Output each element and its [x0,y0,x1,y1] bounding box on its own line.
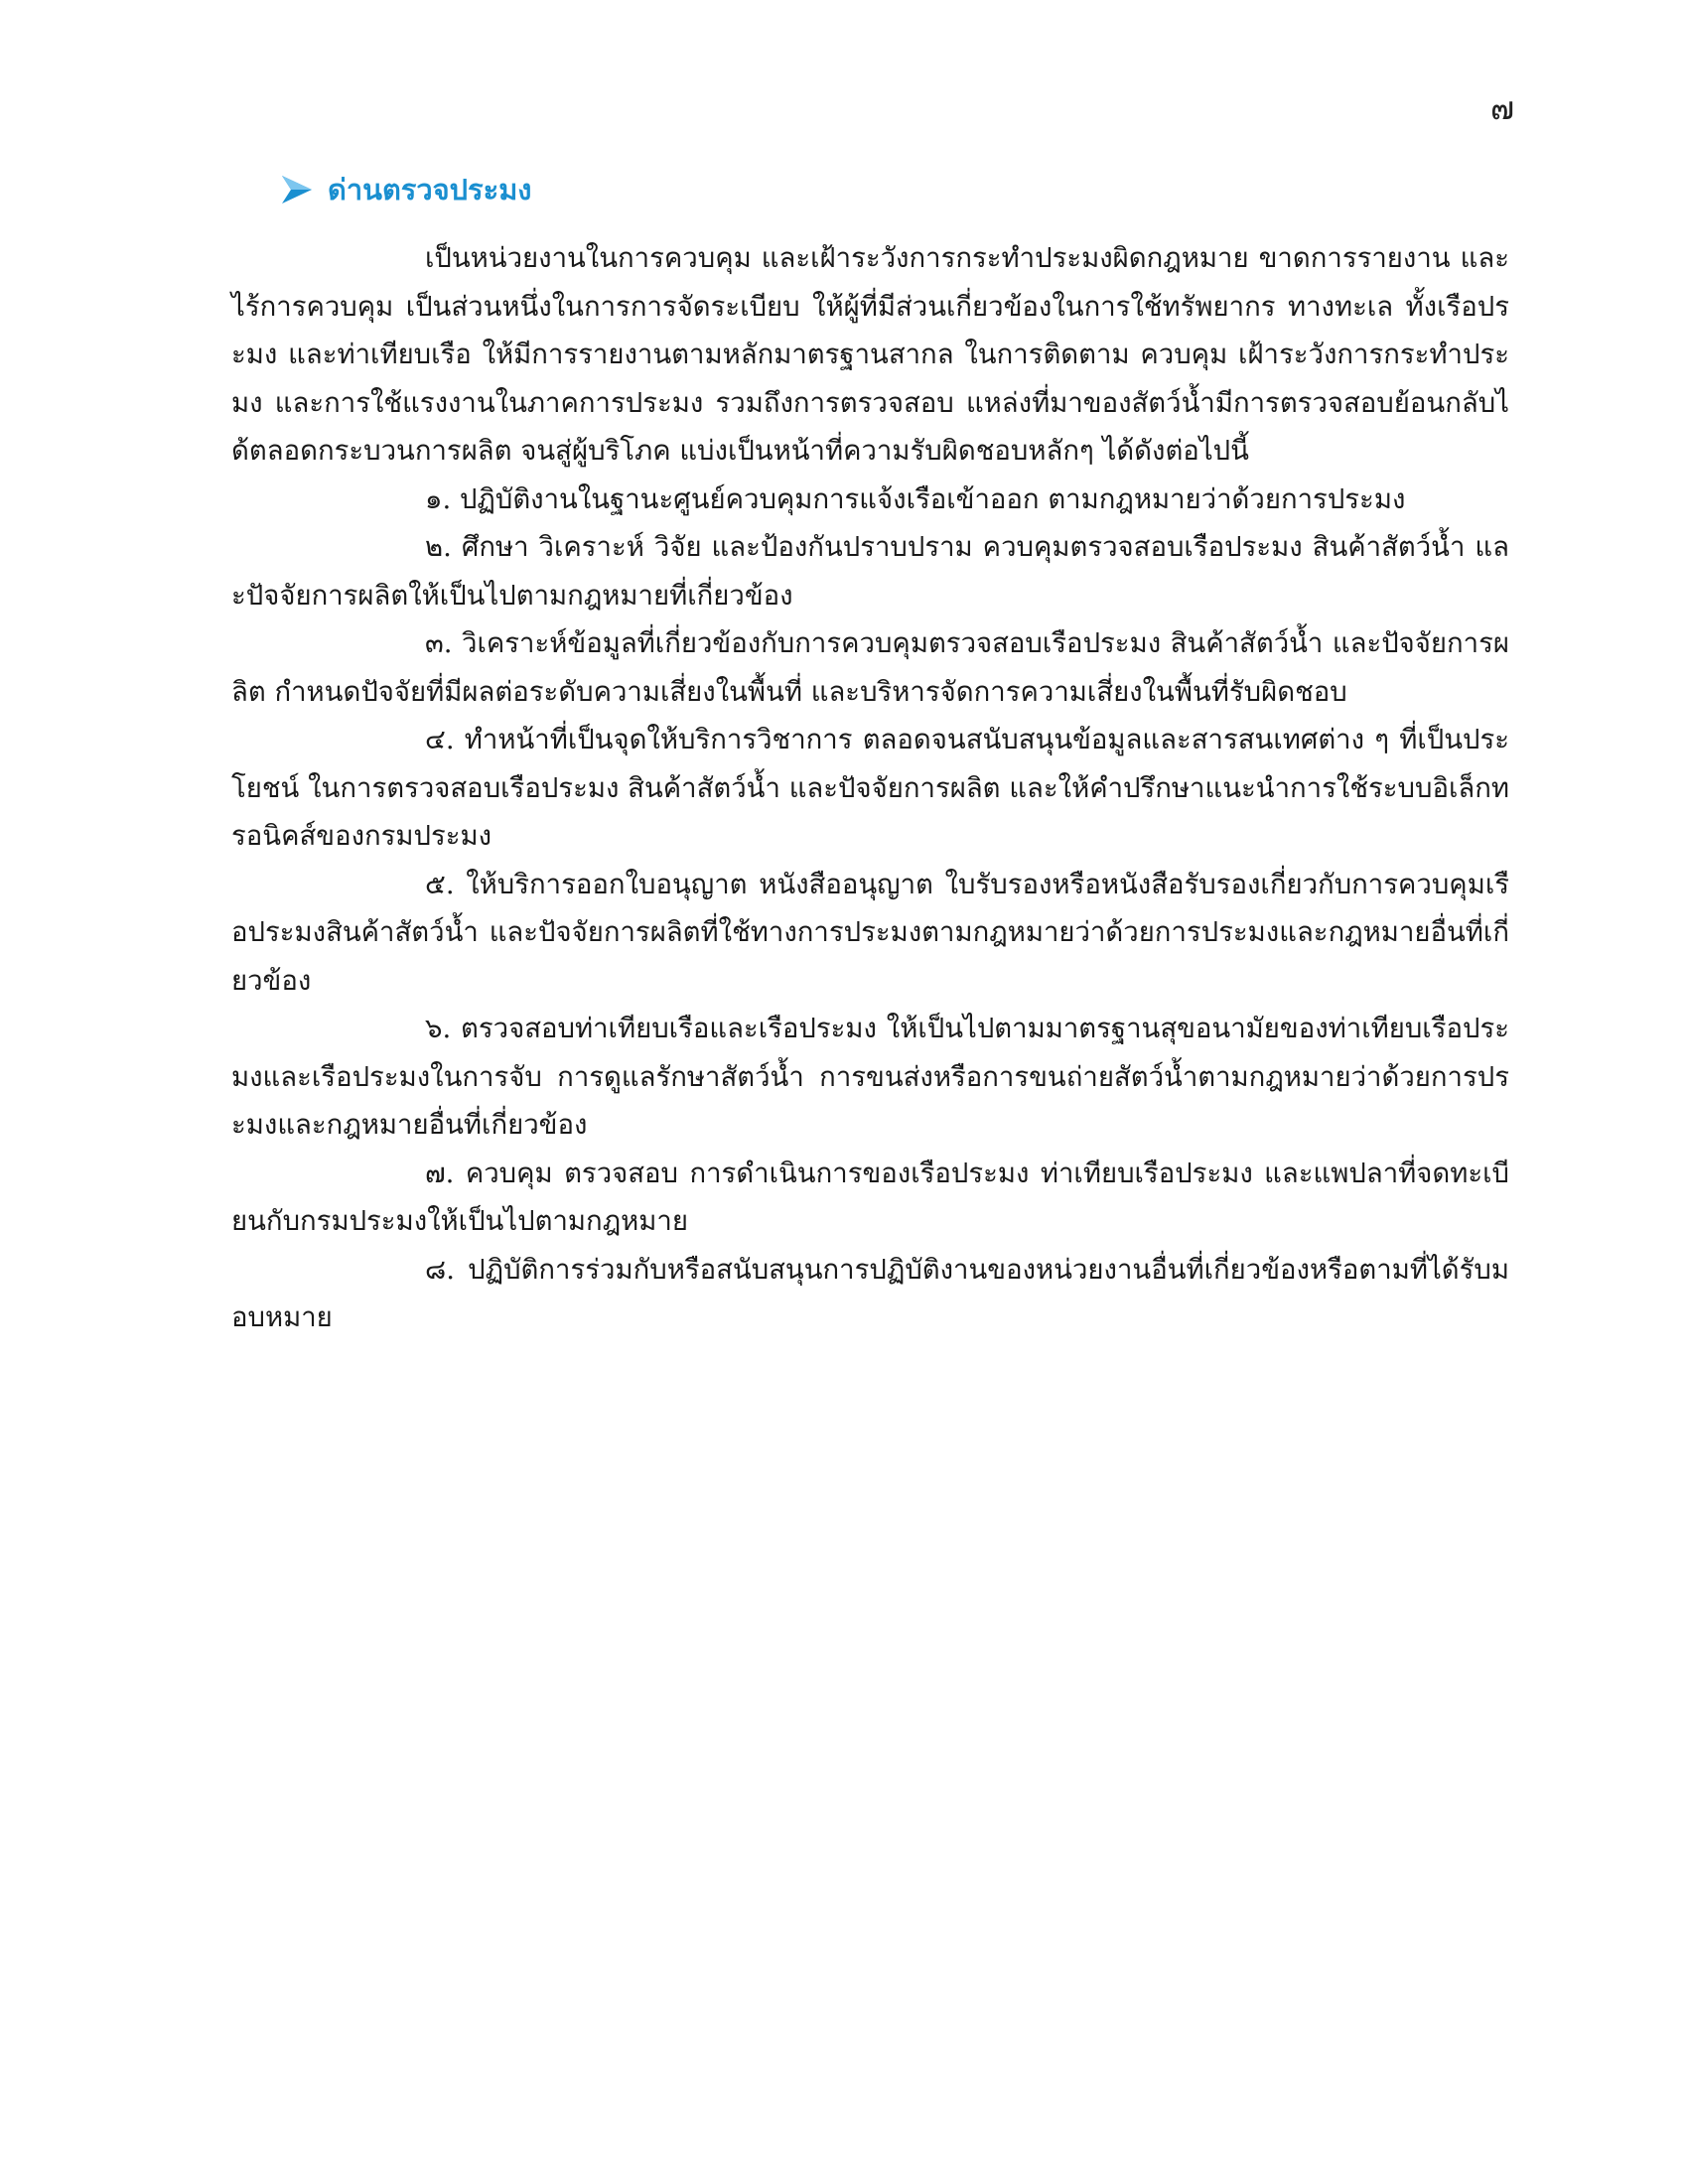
duty-item-2: ๒. ศึกษา วิเคราะห์ วิจัย และป้องกันปราบปราม ควบคุมตรวจสอบเรือประมง สินค้าสัตว์น้ำ และปัจจัยการผลิตให้เป็นไปตามกฎหมายที่เกี่ยวข้อง [231,531,1509,612]
page-number: ๗ [1489,89,1514,127]
duty-item-1: ๑. ปฏิบัติงานในฐานะศูนย์ควบคุมการแจ้งเรือเข้าออก ตามกฎหมายว่าด้วยการประมง [425,482,1406,515]
heading-text: ด่านตรวจประมง [328,173,532,206]
duty-item-8: ๘. ปฏิบัติการร่วมกับหรือสนับสนุนการปฏิบัติงานของหน่วยงานอื่นที่เกี่ยวข้องหรือตามที่ได้รับมอบหมาย [231,1253,1509,1333]
arrow-right-icon [280,173,314,206]
intro-paragraph: เป็นหน่วยงานในการควบคุม และเฝ้าระวังการกระทำประมงผิดกฎหมาย ขาดการรายงาน และไร้การควบคุม เป็นส่วนหนึ่งในการการจัดระเบียบ ให้ผู้ที่มีส่วนเกี่ยวข้องในการใช้ทรัพยากร ทางทะเล ทั้งเรือประมง และท่าเทียบเรือ ให้มีการรายงานตามหลักมาตรฐานสากล ในการติดตาม ควบคุม เฝ้าระวังการกระทำประมง และการใช้แรงงานในภาคการประมง รวมถึงการตรวจสอบ แหล่งที่มาของสัตว์น้ำมีการตรวจสอบย้อนกลับได้ตลอดกระบวนการผลิต จนสู่ผู้บริโภค แบ่งเป็นหน้าที่ความรับผิดชอบหลักๆ ได้ดังต่อไปนี้ [231,242,1509,467]
section-heading [280,167,531,212]
duty-item-3: ๓. วิเคราะห์ข้อมูลที่เกี่ยวข้องกับการควบคุมตรวจสอบเรือประมง สินค้าสัตว์น้ำ และปัจจัยการผลิต กำหนดปัจจัยที่มีผลต่อระดับความเสี่ยงในพื้นที่ และบริหารจัดการความเสี่ยงในพื้นที่รับผิดชอบ [231,627,1509,708]
duty-item-4: ๔. ทำหน้าที่เป็นจุดให้บริการวิชาการ ตลอดจนสนับสนุนข้อมูลและสารสนเทศต่าง ๆ ที่เป็นประโยชน์ ในการตรวจสอบเรือประมง สินค้าสัตว์น้ำ และปัจจัยการผลิต และให้คำปรึกษาแนะนำการใช้ระบบอิเล็กทรอนิคส์ของกรมประมง [231,724,1509,852]
section-body [231,234,1509,1342]
duty-item-7: ๗. ควบคุม ตรวจสอบ การดำเนินการของเรือประมง ท่าเทียบเรือประมง และแพปลาที่จดทะเบียนกับกรมประมงให้เป็นไปตามกฎหมาย [231,1157,1509,1237]
duty-item-6: ๖. ตรวจสอบท่าเทียบเรือและเรือประมง ให้เป็นไปตามมาตรฐานสุขอนามัยของท่าเทียบเรือประมงและเรือประมงในการจับ การดูแลรักษาสัตว์น้ำ การขนส่งหรือการขนถ่ายสัตว์น้ำตามกฎหมายว่าด้วยการประมงและกฎหมายอื่นที่เกี่ยวข้อง [231,1013,1509,1141]
duty-item-5: ๕. ให้บริการออกใบอนุญาต หนังสืออนุญาต ใบรับรองหรือหนังสือรับรองเกี่ยวกับการควบคุมเรือประมงสินค้าสัตว์น้ำ และปัจจัยการผลิตที่ใช้ทางการประมงตามกฎหมายว่าด้วยการประมงและกฎหมายอื่นที่เกี่ยวข้อง [231,868,1509,997]
